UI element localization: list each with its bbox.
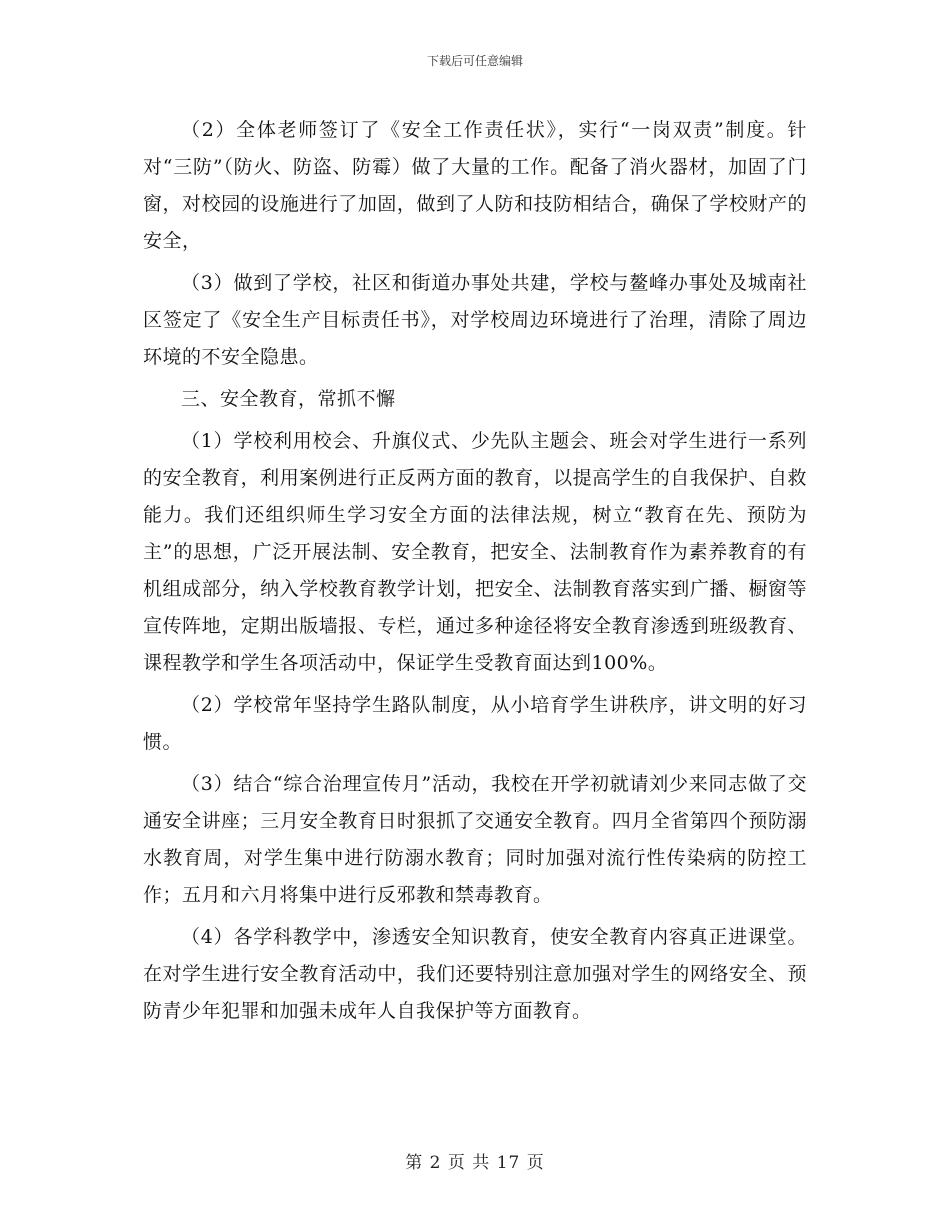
page-header: 下载后可任意编辑 <box>426 54 523 68</box>
paragraph-school-education-activities: （1）学校利用校会、升旗仪式、少先队主题会、班会对学生进行一系列的安全教育，利用案例进行正反两方面的教育，以提高学生的自我保护、自救能力。我们还组织师生学习安全方面的法律法规，树立“教育在先、预防为主”的思想，广泛开展法制、安全教育，把安全、法制教育作为素养教育的有机组成部分，纳入学校教育教学计划，把安全、法制教育落实到广播、橱窗等宣传阵地，定期出版墙报、专栏，通过多种途径将安全教育渗透到班级教育、课程教学和学生各项活动中，保证学生受教育面达到100%。 <box>143 430 807 674</box>
paragraph-community-cooperation: （3）做到了学校，社区和街道办事处共建，学校与鳌峰办事处及城南社区签定了《安全生产目标责任书》，对学校周边环境进行了治理，清除了周边环境的不安全隐患。 <box>143 272 807 368</box>
paragraph-road-team-system: （2）学校常年坚持学生路队制度，从小培育学生讲秩序，讲文明的好习惯。 <box>143 694 807 753</box>
paragraph-publicity-month: （3）结合“综合治理宣传月”活动，我校在开学初就请刘少来同志做了交通安全讲座；三月安全教育日时狠抓了交通安全教育。四月全省第四个预防溺水教育周，对学生集中进行防溺水教育；同时加强对流行性传染病的防控工作；五月和六月将集中进行反邪教和禁毒教育。 <box>143 773 807 906</box>
paragraph-responsibility-contract: （2）全体老师签订了《安全工作责任状》，实行“一岗双责”制度。针对“三防”（防火、防盗、防霉）做了大量的工作。配备了消火器材，加固了门窗，对校园的设施进行了加固，做到了人防和技防相结合，确保了学校财产的安全， <box>143 119 807 252</box>
page-number: 第 2 页 共 17 页 <box>405 1153 545 1173</box>
document-body <box>143 112 807 1035</box>
paragraph-subject-teaching: （4）各学科教学中，渗透安全知识教育，使安全教育内容真正进课堂。在对学生进行安全教育活动中，我们还要特别注意加强对学生的网络安全、预防青少年犯罪和加强未成年人自我保护等方面教育。 <box>143 926 807 1022</box>
section-heading-safety-education: 三、安全教育，常抓不懈 <box>181 388 396 410</box>
